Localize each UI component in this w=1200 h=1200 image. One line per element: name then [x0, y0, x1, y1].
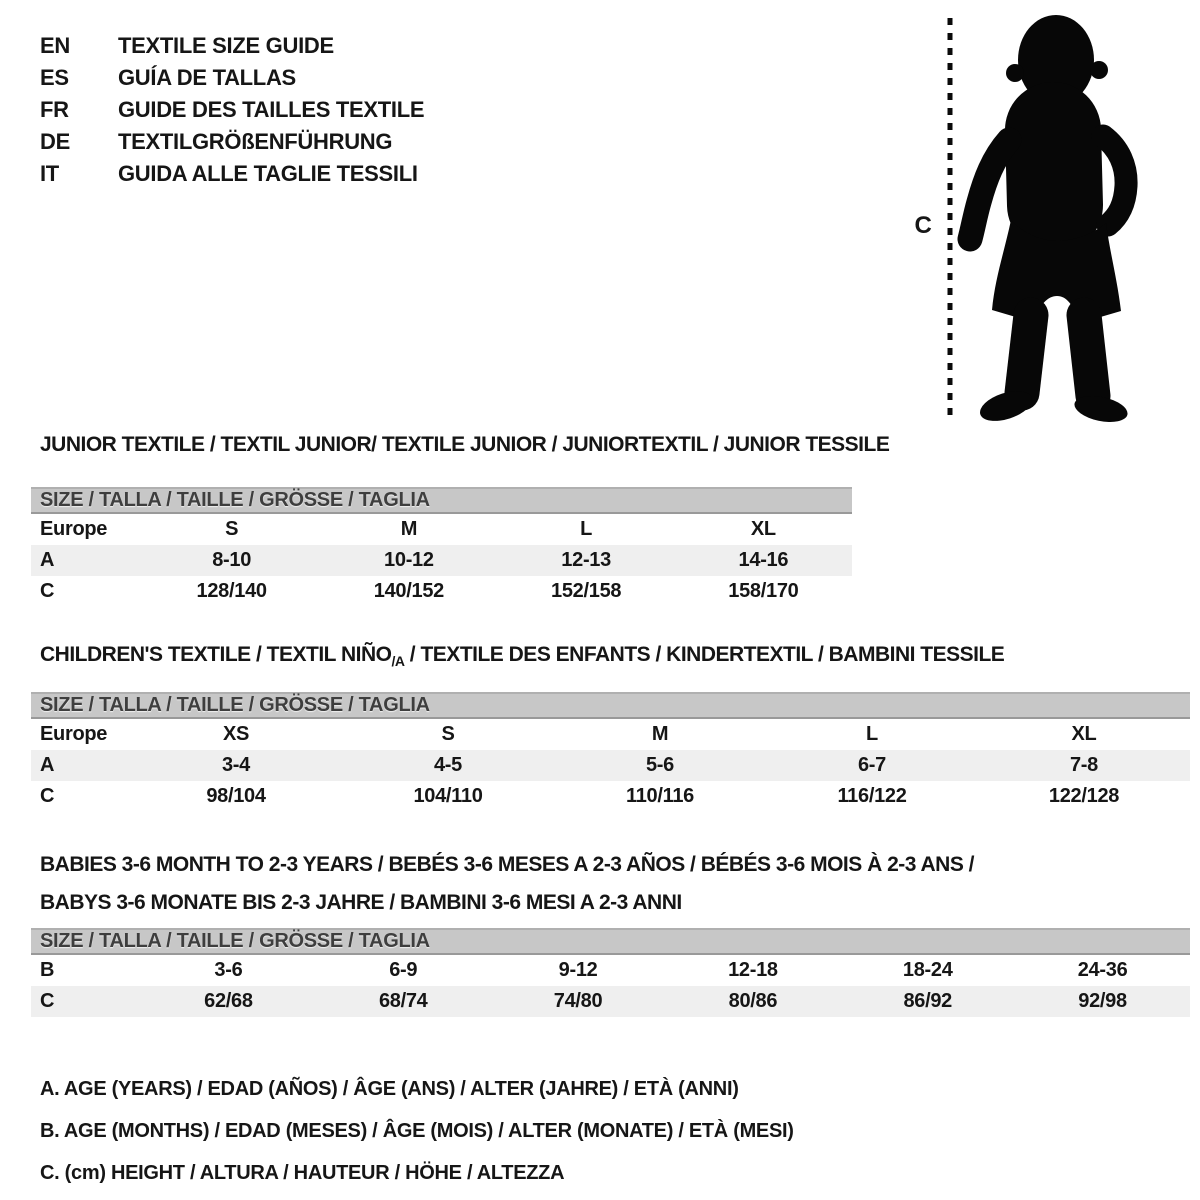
row-label: Europe	[40, 518, 108, 540]
table-cell: 6-9	[389, 959, 418, 981]
language-code: IT	[40, 161, 59, 186]
junior-section-title: JUNIOR TEXTILE / TEXTIL JUNIOR/ TEXTILE JUNIOR / JUNIORTEXTIL / JUNIOR TESSILE	[40, 433, 890, 456]
row-label: C	[40, 990, 55, 1012]
table-row	[31, 750, 1190, 781]
toddler-shape	[970, 15, 1130, 425]
table-cell: 122/128	[1048, 785, 1120, 807]
note-height-cm: C. (cm) HEIGHT / ALTURA / HAUTEUR / HÖHE / ALTEZZA	[40, 1162, 565, 1184]
language-title: TEXTILGRÖßENFÜHRUNG	[118, 129, 393, 154]
table-cell: 12-18	[728, 959, 778, 981]
language-row-fr	[40, 94, 424, 126]
language-row-es	[40, 62, 424, 94]
language-code: EN	[40, 33, 70, 58]
language-row-en	[40, 30, 424, 62]
table-cell: 92/98	[1078, 990, 1127, 1012]
table-cell: 128/140	[196, 580, 267, 602]
children-title-post: / TEXTILE DES ENFANTS / KINDERTEXTIL / BAMBINI TESSILE	[404, 643, 1005, 666]
children-table	[31, 692, 1190, 812]
table-cell: 158/170	[728, 580, 799, 602]
language-code: DE	[40, 129, 70, 154]
row-label: B	[40, 959, 55, 981]
table-row	[31, 545, 852, 576]
table-cell: M	[651, 723, 669, 745]
table-cell: 110/116	[626, 785, 694, 807]
height-label: C	[914, 212, 932, 239]
table-cell: S	[441, 723, 455, 745]
table-cell: M	[400, 518, 418, 540]
table-cell: 116/122	[837, 785, 907, 807]
table-row	[31, 719, 1190, 750]
table-row	[31, 986, 1190, 1017]
language-code: FR	[40, 97, 69, 122]
table-cell: XL	[750, 518, 776, 540]
table-cell: 3-4	[221, 754, 250, 776]
babies-section-title	[40, 846, 1180, 922]
size-header-bar: SIZE / TALLA / TAILLE / GRÖSSE / TAGLIA	[31, 692, 1190, 719]
language-list	[40, 30, 424, 190]
language-title: GUÍA DE TALLAS	[118, 65, 296, 90]
children-title-pre: CHILDREN'S TEXTILE / TEXTIL NIÑO	[40, 643, 392, 666]
language-title: TEXTILE SIZE GUIDE	[118, 33, 334, 58]
language-title: GUIDA ALLE TAGLIE TESSILI	[118, 161, 418, 186]
children-section-title	[40, 642, 1004, 674]
table-cell: 86/92	[903, 990, 953, 1012]
table-cell: 140/152	[373, 580, 444, 602]
babies-table	[31, 928, 1190, 1017]
table-cell: 3-6	[214, 959, 243, 981]
table-cell: 14-16	[738, 549, 789, 571]
table-cell: 5-6	[645, 754, 674, 776]
table-row	[31, 576, 852, 607]
babies-title-line2: BABYS 3-6 MONATE BIS 2-3 JAHRE / BAMBINI 3-6 MESI A 2-3 ANNI	[40, 891, 682, 914]
table-cell: 98/104	[206, 785, 266, 807]
size-header-bar: SIZE / TALLA / TAILLE / GRÖSSE / TAGLIA	[31, 928, 1190, 955]
language-row-it	[40, 158, 424, 190]
table-cell: 6-7	[857, 754, 886, 776]
table-cell: 10-12	[384, 549, 434, 571]
legend-notes	[40, 1068, 794, 1194]
language-title: GUIDE DES TAILLES TEXTILE	[118, 97, 425, 122]
language-row-de	[40, 126, 424, 158]
table-cell: 8-10	[212, 549, 252, 571]
table-cell: 4-5	[433, 754, 462, 776]
table-cell: 62/68	[204, 990, 253, 1012]
table-cell: 74/80	[553, 990, 603, 1012]
table-cell: S	[225, 518, 239, 540]
table-row	[31, 781, 1190, 812]
table-cell: 18-24	[902, 959, 953, 981]
table-cell: L	[580, 518, 593, 540]
table-cell: 12-13	[561, 549, 611, 571]
babies-title-line1: BABIES 3-6 MONTH TO 2-3 YEARS / BEBÉS 3-6 MESES A 2-3 AÑOS / BÉBÉS 3-6 MOIS À 2-3 ANS /	[40, 853, 975, 876]
table-cell: L	[866, 723, 878, 745]
table-cell: 104/110	[413, 785, 483, 807]
row-label: C	[40, 580, 55, 602]
language-code: ES	[40, 65, 69, 90]
table-cell: 9-12	[558, 959, 598, 981]
row-label: Europe	[40, 723, 108, 745]
children-title-sub: /A	[391, 653, 405, 670]
table-cell: 80/86	[728, 990, 778, 1012]
table-cell: 7-8	[1069, 754, 1098, 776]
table-cell: 152/158	[551, 580, 622, 602]
baby-silhouette-figure	[905, 10, 1155, 425]
table-cell: 68/74	[378, 990, 428, 1012]
table-cell: XL	[1071, 723, 1097, 745]
row-label: A	[40, 549, 55, 571]
note-age-months: B. AGE (MONTHS) / EDAD (MESES) / ÂGE (MOIS) / ALTER (MONATE) / ETÀ (MESI)	[40, 1120, 794, 1142]
table-cell: XS	[222, 723, 250, 745]
size-header-bar: SIZE / TALLA / TAILLE / GRÖSSE / TAGLIA	[31, 487, 852, 514]
note-age-years: A. AGE (YEARS) / EDAD (AÑOS) / ÂGE (ANS) / ALTER (JAHRE) / ETÀ (ANNI)	[40, 1078, 739, 1100]
row-label: A	[40, 754, 55, 776]
table-row	[31, 514, 852, 545]
junior-table	[31, 487, 852, 607]
table-row	[31, 955, 1190, 986]
row-label: C	[40, 785, 55, 807]
table-cell: 24-36	[1077, 959, 1128, 981]
